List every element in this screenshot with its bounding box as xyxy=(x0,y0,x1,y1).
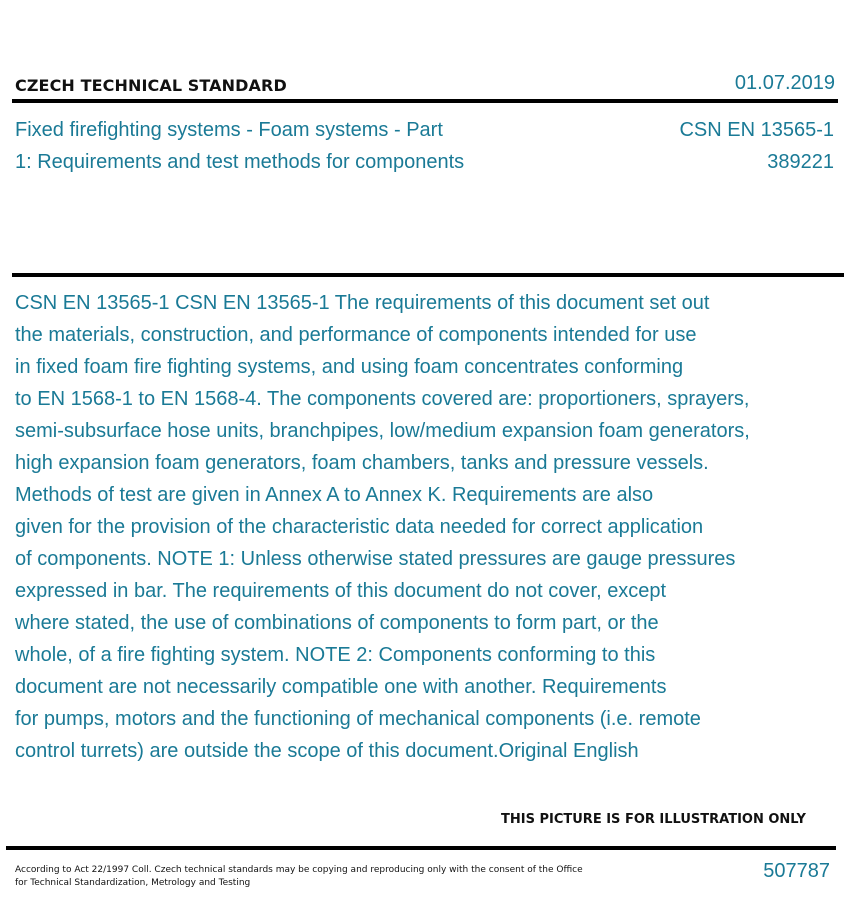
header-divider xyxy=(12,99,838,103)
abstract-line: Methods of test are given in Annex A to Annex K. Requirements are also xyxy=(15,484,654,506)
standard-title xyxy=(15,114,535,178)
standard-title-line: Fixed firefighting systems - Foam systems - Part xyxy=(15,119,443,141)
standard-code: CSN EN 13565-1 xyxy=(679,119,834,141)
legal-notice-line: According to Act 22/1997 Coll. Czech technical standards may be copying and reproducing only with the consent of the Office xyxy=(15,865,583,875)
abstract-line: whole, of a fire fighting system. NOTE 2: Components conforming to this xyxy=(15,644,656,666)
standard-identifiers xyxy=(679,114,834,178)
abstract-line: in fixed foam fire fighting systems, and using foam concentrates conforming xyxy=(15,356,684,378)
standard-title-line: 1: Requirements and test methods for components xyxy=(15,151,465,173)
abstract-line: high expansion foam generators, foam chambers, tanks and pressure vessels. xyxy=(15,452,709,474)
abstract-line: document are not necessarily compatible one with another. Requirements xyxy=(15,676,667,698)
illustration-disclaimer: THIS PICTURE IS FOR ILLUSTRATION ONLY xyxy=(501,812,806,827)
abstract-line: to EN 1568-1 to EN 1568-4. The components covered are: proportioners, sprayers, xyxy=(15,388,750,410)
abstract-line: expressed in bar. The requirements of this document do not cover, except xyxy=(15,580,667,602)
abstract-line: the materials, construction, and performance of components intended for use xyxy=(15,324,697,346)
abstract-line: CSN EN 13565-1 CSN EN 13565-1 The requirements of this document set out xyxy=(15,292,710,314)
publication-date: 01.07.2019 xyxy=(734,72,835,94)
abstract-line: of components. NOTE 1: Unless otherwise stated pressures are gauge pressures xyxy=(15,548,736,570)
class-number: 389221 xyxy=(767,151,834,173)
legal-notice-line: for Technical Standardization, Metrology and Testing xyxy=(15,878,251,888)
abstract-line: control turrets) are outside the scope of this document.Original English xyxy=(15,740,639,762)
legal-notice xyxy=(15,864,615,890)
abstract-line: given for the provision of the characteristic data needed for correct application xyxy=(15,516,704,538)
document-number: 507787 xyxy=(763,860,830,882)
abstract-line: where stated, the use of combinations of components to form part, or the xyxy=(15,612,659,634)
abstract-text xyxy=(15,287,845,767)
title-divider xyxy=(12,273,844,277)
document-type-heading: CZECH TECHNICAL STANDARD xyxy=(15,76,287,95)
footer-divider xyxy=(6,846,836,850)
abstract-line: semi-subsurface hose units, branchpipes, low/medium expansion foam generators, xyxy=(15,420,750,442)
abstract-line: for pumps, motors and the functioning of mechanical components (i.e. remote xyxy=(15,708,701,730)
